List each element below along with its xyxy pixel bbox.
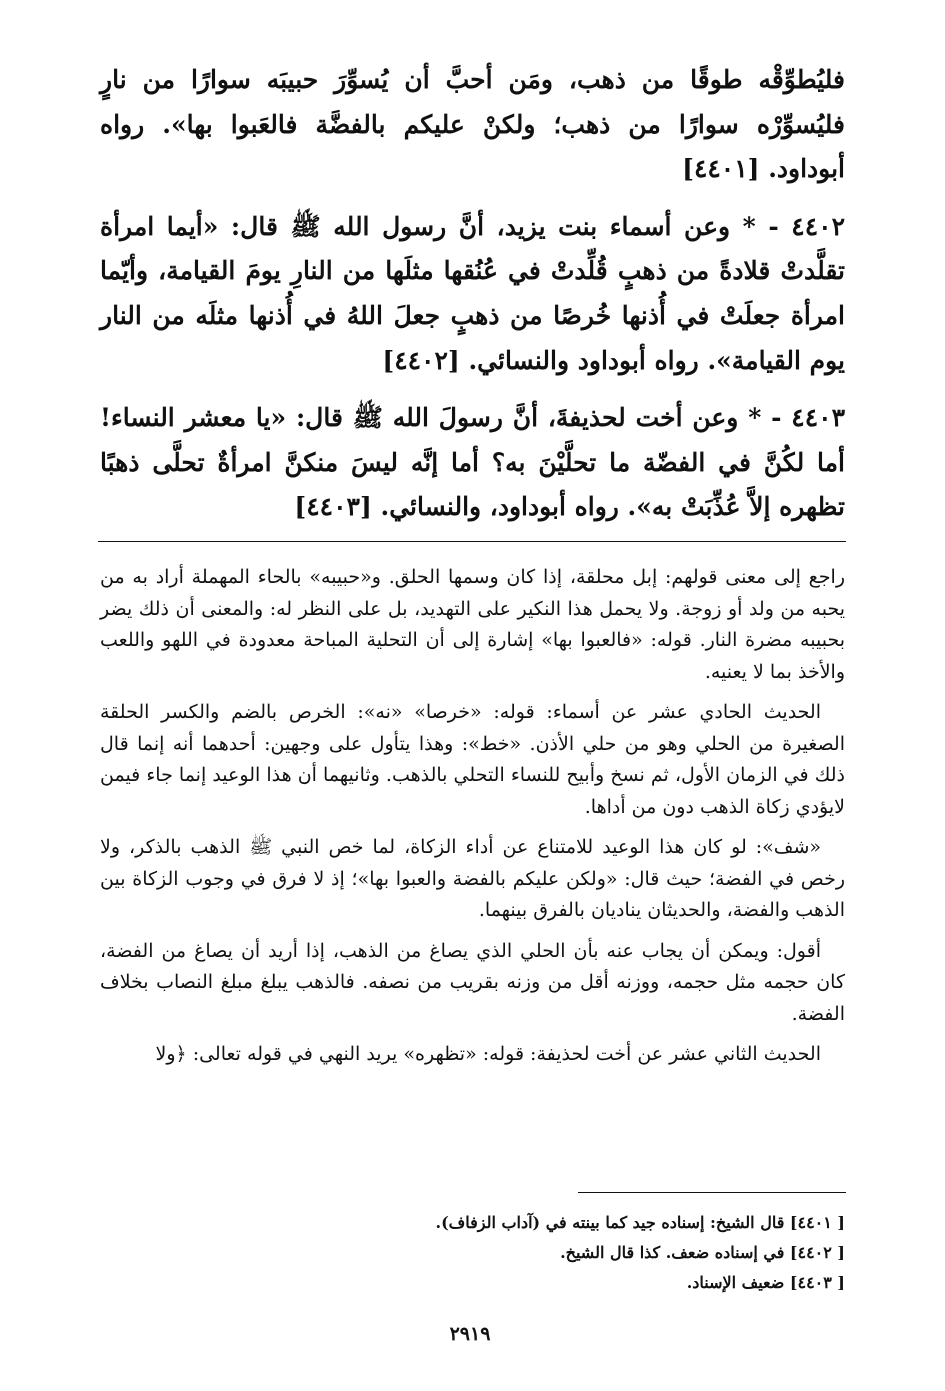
commentary-separator [98,541,846,542]
commentary-paragraph: الحديث الثاني عشر عن أخت لحذيفة: قوله: «تظهره» يريد النهي في قوله تعالى: ﴿ولا [155,1043,821,1065]
footnote-separator [578,1192,846,1193]
footnote: [ ٤٤٠٣] ضعيف الإسناد. [686,1273,845,1292]
commentary-paragraph: راجع إلى معنى قولهم: إبل محلقة، إذا كان وسمها الحلق. و«حبيبه» بالحاء المهملة أراد به من يحبه من ولد أو زوجة. ولا يحمل هذا النكير على التهديد، بل على النظر له: والمعنى أن ذلك يضر بحبيبه مضرة النار. قوله: «فالعبوا بها» إشارة إلى أن التحلية المباحة معدودة في اللهو واللعب والأخذ بما لا يعنيه. [100,566,845,683]
footnote: [ ٤٤٠٢] في إسناده ضعف. كذا قال الشيخ. [560,1243,845,1262]
hadith-paragraph: ٤٤٠٣ - * وعن أخت لحذيفةَ، أنَّ رسولَ الله ﷺ قال: «يا معشر النساء! أما لكُنَّ في الفضّة ما تحلَّيْنَ به؟ أما إنَّه ليسَ منكنَّ امرأةٌ تحلَّى ذهبًا تظهره إلاَّ عُذِّبَتْ به». رواه أبوداود، والنسائي. [٤٤٠٣] [100,403,845,522]
footnote: [ ٤٤٠١] قال الشيخ: إسناده جيد كما بينته في (آداب الزفاف). [435,1213,845,1232]
commentary-text [100,562,845,1080]
footnotes [300,1208,845,1298]
page-number: ٢٩١٩ [449,1323,491,1345]
commentary-paragraph: أقول: ويمكن أن يجاب عنه بأن الحلي الذي يصاغ من الذهب، إذا أريد أن يصاغ من الفضة، كان حجمه مثل حجمه، ووزنه أقل من وزنه بقريب من نصفه. فالذهب يبلغ مبلغ النصاب بخلاف الفضة. [100,939,845,1025]
hadith-paragraph: فليُطوِّقْه طوقًا من ذهب، ومَن أحبَّ أن يُسوِّرَ حبيبَه سوارًا من نارٍ فليُسوِّرْه سوارًا من ذهب؛ ولكنْ عليكم بالفضَّة فالعَبوا بها». رواه أبوداود. [٤٤٠١] [100,65,845,184]
hadith-text [100,58,845,543]
commentary-paragraph: «شف»: لو كان هذا الوعيد للامتناع عن أداء الزكاة، لما خص النبي ﷺ الذهب بالذكر، ولا رخص في الفضة؛ حيث قال: «ولكن عليكم بالفضة والعبوا بها»؛ إذ لا فرق في وجوب الزكاة بين الذهب والفضة، والحديثان يناديان بالفرق بينهما. [100,836,845,921]
hadith-paragraph: ٤٤٠٢ - * وعن أسماء بنت يزيد، أنَّ رسول الله ﷺ قال: «أيما امرأة تقلَّدتْ قلادةً من ذهبٍ قُلِّدتْ في عُنُقها مثلَها من النارِ يومَ القيامة، وأيّما امرأة جعلَتْ في أُذنها خُرصًا من ذهبٍ جعلَ اللهُ في أُذنها مثلَه من النار يوم القيامة». رواه أبوداود والنسائي. [٤٤٠٢] [100,211,845,375]
commentary-paragraph: الحديث الحادي عشر عن أسماء: قوله: «خرصا» «نه»: الخرص بالضم والكسر الحلقة الصغيرة من الحلي وهو من حلي الأذن. «خط»: وهذا يتأول على وجهين: أحدهما أنه إنما قال ذلك في الزمان الأول، ثم نسخ وأبيح للنساء التحلي بالذهب. وثانيهما أن هذا الوعيد إنما جاء فيمن لايؤدي زكاة الذهب دون من أداها. [100,701,845,818]
